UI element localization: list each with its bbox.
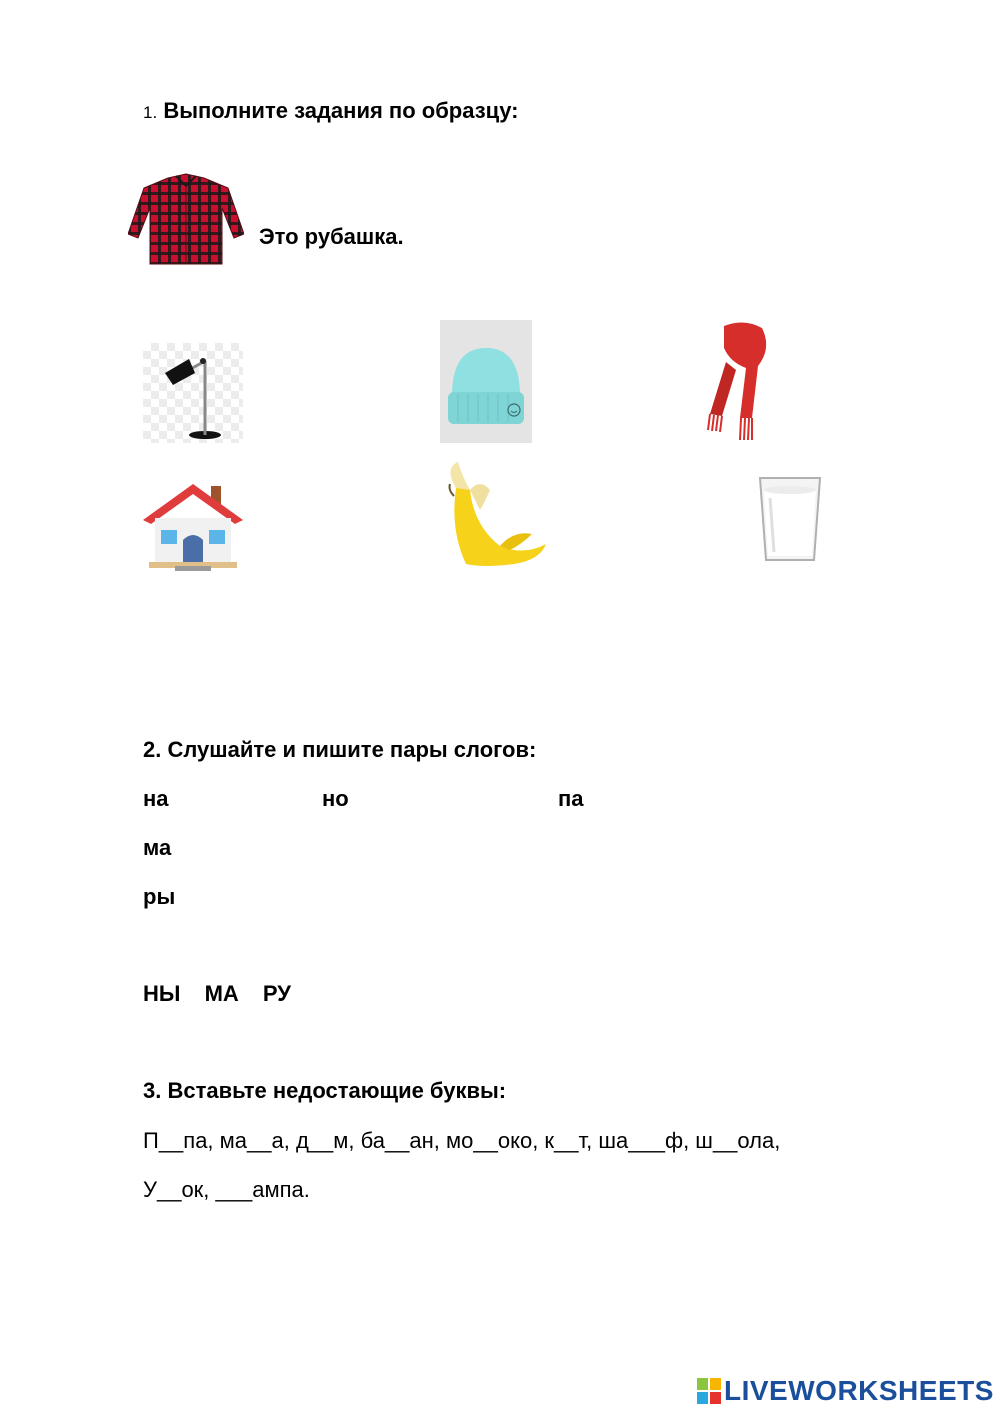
lamp-image	[143, 343, 243, 443]
task1-number: 1.	[143, 103, 158, 122]
scarf-image	[700, 318, 782, 444]
syllable-ry: ры	[143, 884, 176, 909]
brand-name: LIVEWORKSHEETS	[724, 1375, 994, 1406]
capital-ma: МА	[204, 981, 239, 1006]
liveworksheets-logo	[697, 1375, 994, 1407]
capital-syllables	[143, 981, 291, 1007]
syllable-ma: ма	[143, 835, 172, 860]
syllable-pa: па	[558, 786, 584, 811]
task3-line2: У__ок, ___ампа.	[143, 1177, 310, 1202]
example-sentence: Это рубашка.	[259, 224, 404, 249]
capital-ru: РУ	[262, 981, 291, 1006]
beanie-image	[440, 320, 532, 443]
shirt-image	[128, 172, 244, 266]
house-image	[143, 480, 243, 572]
syllable-no: но	[322, 786, 349, 811]
task1-title: Выполните задания по образцу:	[163, 98, 519, 123]
syllable-na: на	[143, 786, 169, 811]
task2-title: 2. Слушайте и пишите пары слогов:	[143, 737, 537, 762]
milk-glass-image	[756, 472, 824, 564]
task3-title: 3. Вставьте недостающие буквы:	[143, 1078, 507, 1103]
banana-image	[440, 460, 550, 568]
capital-ny: НЫ	[143, 981, 181, 1006]
liveworksheets-badge-icon	[697, 1378, 721, 1404]
task3-line1: П__па, ма__а, д__м, ба__ан, мо__око, к__т, ша___ф, ш__ола,	[143, 1128, 781, 1153]
task1-heading	[143, 98, 518, 124]
